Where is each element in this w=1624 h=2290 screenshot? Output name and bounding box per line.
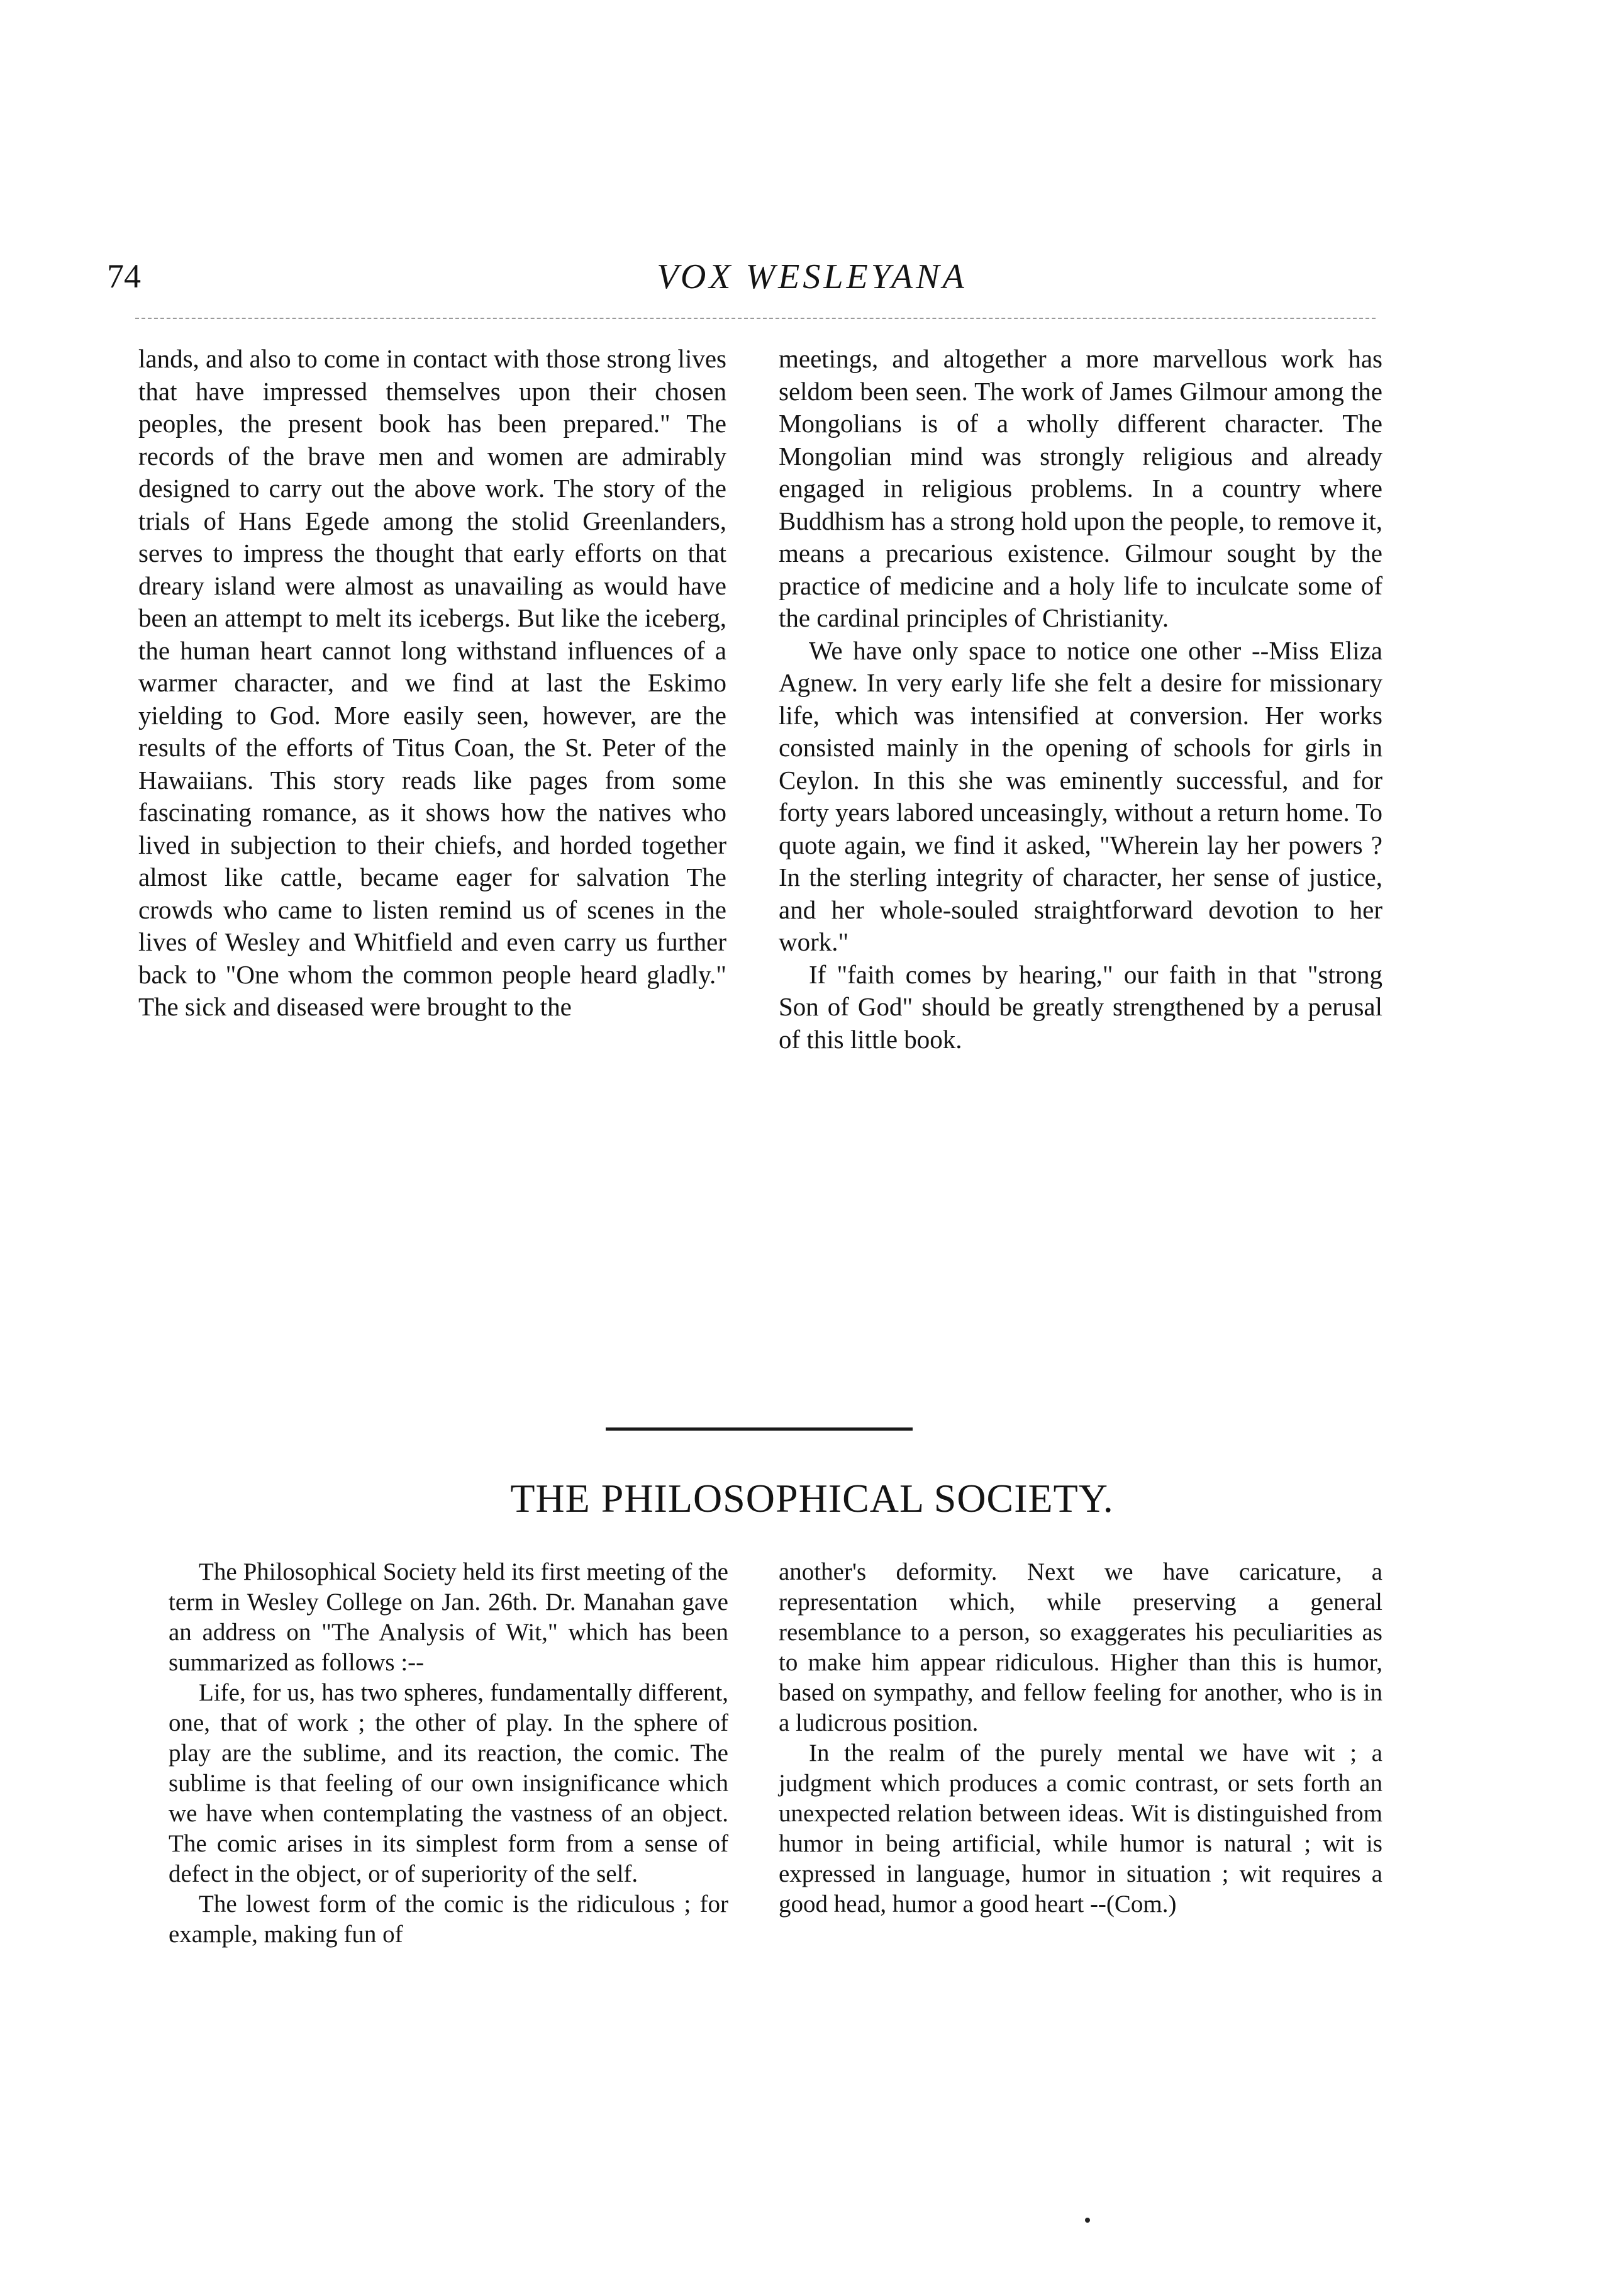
paragraph: We have only space to notice one other --Miss Eliza Agnew. In very early life she felt a desire for missionary life, which was intensified at conversion. Her works consisted mainly in the opening of schools for girls in Ceylon. In this she was eminently successful, and for forty years labored unceasingly, without a return home. To quote again, we find it asked, "Wherein lay her powers ? In the sterling integrity of character, her sense of justice, and her whole-souled straightforward devotion to her work." <box>779 635 1382 956</box>
paragraph: The Philosophical Society held its first meeting of the term in Wesley College on Jan. 26th. Dr. Manahan gave an address on "The Analysis of Wit," which has been summarized as follows :-- <box>169 1558 728 1676</box>
paragraph: Life, for us, has two spheres, fundamentally different, one, that of work ; the other of play. In the sphere of play are the sublime, and its reaction, the comic. The sublime is that feeling of our own insignificance which we have when contemplating the vastness of an object. The comic arises in its simplest form from a sense of defect in the object, or of superiority of the self. <box>169 1679 728 1887</box>
running-title: VOX WESLEYANA <box>657 257 967 296</box>
paragraph: meetings, and altogether a more marvellous work has seldom been seen. The work of James Gilmour among the Mongolians is of a wholly different character. The Mongolian mind was strongly religious and already engaged in religious problems. In a country where Buddhism has a strong hold upon the people, to remove it, means a precarious existence. Gilmour sought by the practice of medicine and a holy life to inculcate some of the cardinal principles of Christianity. <box>779 344 1382 632</box>
section-title: THE PHILOSOPHICAL SOCIETY. <box>510 1476 1114 1521</box>
paragraph: In the realm of the purely mental we have wit ; a judgment which produces a comic contrast, or sets forth an unexpected relation between ideas. Wit is distinguished from humor in being artificial, while humor is natural ; wit is expressed in language, humor in situation ; wit requires a good head, humor a good heart --(Com.) <box>779 1740 1382 1918</box>
paragraph: The lowest form of the comic is the ridiculous ; for example, making fun of <box>169 1891 728 1948</box>
paragraph: another's deformity. Next we have caricature, a representation which, while preserving a general resemblance to a person, so exaggerates his peculiarities as to make him appear ridiculous. Higher than this is humor, based on sympathy, and fellow feeling for another, who is in a ludicrous position. <box>779 1558 1382 1736</box>
paragraph: lands, and also to come in contact with those strong lives that have impressed themselves upon their chosen peoples, the present book has been prepared." The records of the brave men and women are admirably designed to carry out the above work. The story of the trials of Hans Egede among the stolid Greenlanders, serves to impress the thought that early efforts on that dreary island were almost as unavailing as would have been an attempt to melt its icebergs. But like the iceberg, the human heart cannot long withstand influences of a warmer character, and we find at last the Eskimo yielding to God. More easily seen, however, are the results of the efforts of Titus Coan, the St. Peter of the Hawaiians. This story reads like pages from some fascinating romance, as it shows how the natives who lived in subjection to their chiefs, and horded together almost like cattle, became eager for salvation The crowds who came to listen remind us of scenes in the lives of Wesley and Whitfield and even carry us further back to "One whom the common people heard gladly." The sick and diseased were brought to the <box>138 344 726 1021</box>
section-separator <box>606 1427 913 1431</box>
header-rule <box>135 318 1376 319</box>
page-number: 74 <box>107 257 141 295</box>
ink-dot <box>1085 2218 1090 2223</box>
top-right-column <box>779 343 1382 1056</box>
bottom-right-column <box>779 1557 1382 1919</box>
bottom-left-column <box>169 1557 728 1950</box>
paragraph: If "faith comes by hearing," our faith in that "strong Son of God" should be greatly strengthened by a perusal of this little book. <box>779 959 1382 1054</box>
top-left-column <box>138 343 726 1024</box>
